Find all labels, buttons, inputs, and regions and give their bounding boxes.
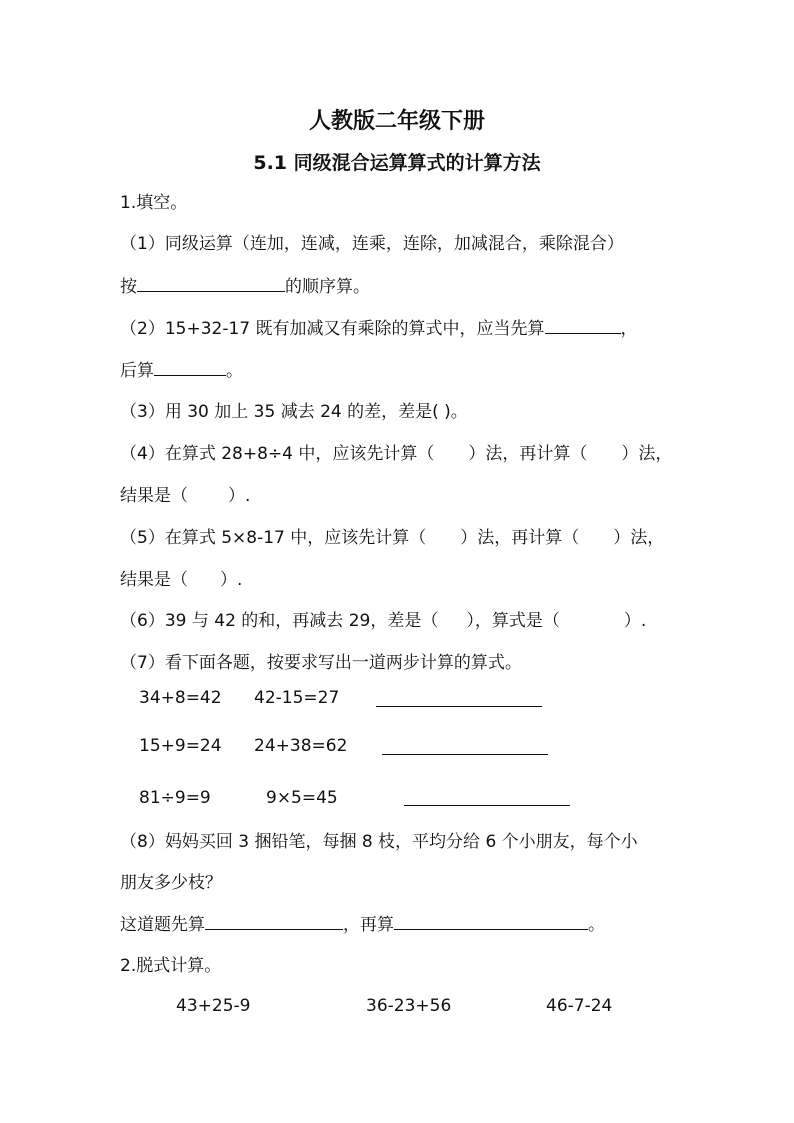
q2-first-blank[interactable] <box>545 317 621 334</box>
q2-later-label: 后算 <box>120 361 154 381</box>
q5-text-c: ）法， <box>613 528 665 548</box>
q1-answer-blank[interactable] <box>137 275 285 292</box>
q4-text-b: ）法，再计算（ <box>468 444 588 464</box>
q6-line <box>120 610 646 632</box>
q5-result-label: 结果是（ <box>120 570 188 590</box>
q2-second-blank[interactable] <box>154 359 226 376</box>
q2-text: （2）15+32-17 既有加减又有乘除的算式中，应当先算 <box>120 319 545 339</box>
q4-line2 <box>120 485 250 507</box>
q5-text-a: （5）在算式 5×8-17 中，应该先计算（ <box>120 528 427 548</box>
q7-line: （7）看下面各题，按要求写出一道两步计算的算式。 <box>120 653 522 673</box>
q7-row2-left: 15+9=24 <box>139 736 222 756</box>
q5-result-end: ）. <box>220 570 243 590</box>
q2-comma: ， <box>620 319 638 339</box>
page-title: 人教版二年级下册 <box>308 109 485 134</box>
q8-second-blank[interactable] <box>394 913 588 930</box>
q2-line2 <box>120 359 243 382</box>
q6-text-c: ）. <box>623 611 647 631</box>
q1-line2 <box>120 275 370 298</box>
section1-heading: 1.填空。 <box>120 193 188 213</box>
q7-row3-answer-line[interactable] <box>404 804 570 806</box>
q7-row1-left: 34+8=42 <box>139 688 222 708</box>
q7-row1-answer-line[interactable] <box>376 705 542 707</box>
q5-line2 <box>120 569 242 591</box>
calc-expression-1: 43+25-9 <box>176 996 251 1016</box>
q2-end: 。 <box>226 361 243 381</box>
q4-text-a: （4）在算式 28+8÷4 中，应该先计算（ <box>120 444 435 464</box>
q4-line1 <box>120 443 672 465</box>
q2-line1 <box>120 317 638 340</box>
q7-row1-right: 42-15=27 <box>254 688 340 708</box>
q8-first-label: 这道题先算 <box>120 915 205 935</box>
q8-line2: 朋友多少枝？ <box>120 873 222 893</box>
page-subtitle: 5.1 同级混合运算算式的计算方法 <box>253 152 541 174</box>
q4-text-c: ）法， <box>621 444 673 464</box>
q8-line1: （8）妈妈买回 3 捆铅笔，每捆 8 枝，平均分给 6 个小朋友，每个小 <box>120 832 638 852</box>
q1-suffix: 的顺序算。 <box>285 277 370 297</box>
q8-line3 <box>120 913 605 936</box>
calc-expression-2: 36-23+56 <box>366 996 452 1016</box>
q5-line1 <box>120 527 664 549</box>
q6-text-b: ），算式是（ <box>466 611 560 631</box>
q8-end: 。 <box>588 915 605 935</box>
q8-second-label: ，再算 <box>343 915 394 935</box>
q7-row3-left: 81÷9=9 <box>139 788 211 808</box>
q7-row2-right: 24+38=62 <box>254 736 348 756</box>
q7-row2-answer-line[interactable] <box>382 753 548 755</box>
q4-result-label: 结果是（ <box>120 486 188 506</box>
q1-prefix: 按 <box>120 277 137 297</box>
q3-line: （3）用 30 加上 35 减去 24 的差，差是( )。 <box>120 402 468 422</box>
q7-row3-right: 9×5=45 <box>266 788 338 808</box>
q8-first-blank[interactable] <box>205 913 343 930</box>
q5-text-b: ）法，再计算（ <box>460 528 580 548</box>
section2-heading: 2.脱式计算。 <box>120 956 222 976</box>
q6-text-a: （6）39 与 42 的和，再减去 29，差是（ <box>120 611 439 631</box>
q4-result-end: ）. <box>228 486 251 506</box>
calc-expression-3: 46-7-24 <box>546 996 613 1016</box>
q1-line1: （1）同级运算（连加，连减，连乘，连除，加减混合，乘除混合） <box>120 234 624 254</box>
